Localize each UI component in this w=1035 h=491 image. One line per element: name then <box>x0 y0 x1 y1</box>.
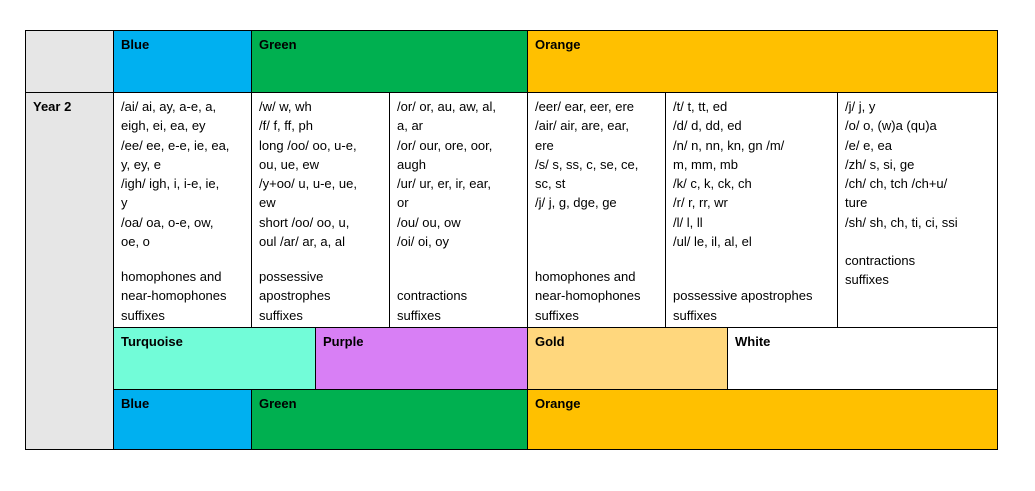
grapheme-line: /t/ t, tt, ed <box>673 99 728 114</box>
bottom-orange-label: Orange <box>535 396 581 411</box>
grapheme-line: augh <box>397 156 426 172</box>
spelling-notes <box>259 267 331 325</box>
spelling-notes <box>673 286 812 325</box>
grapheme-line: /oa/ oa, o-e, ow, <box>121 214 214 230</box>
bottom-green <box>251 389 528 450</box>
grapheme-line: oul /ar/ ar, a, al <box>259 234 345 250</box>
note-line: suffixes <box>535 307 579 323</box>
color-white <box>727 327 998 390</box>
grapheme-line: suffixes <box>845 272 889 288</box>
grapheme-line: /oi/ oi, oy <box>397 234 450 250</box>
spelling-notes <box>535 267 641 325</box>
header-blue <box>113 30 252 93</box>
grapheme-line: ou, ue, ew <box>259 156 319 172</box>
gold-label: Gold <box>535 334 565 349</box>
grapheme-line: /k/ c, k, ck, ch <box>673 176 752 192</box>
grapheme-line: y <box>121 195 128 211</box>
grapheme-line: or <box>397 195 409 211</box>
phonics-table <box>25 30 998 450</box>
purple-label: Purple <box>323 334 364 349</box>
bottom-blue-label: Blue <box>121 396 150 411</box>
white-label: White <box>735 334 771 349</box>
grapheme-list <box>673 97 830 251</box>
grapheme-list <box>121 97 244 251</box>
year-label: Year 2 <box>33 99 72 114</box>
grapheme-line: /ai/ ai, ay, a-e, a, <box>121 99 217 114</box>
grapheme-line: /f/ f, ff, ph <box>259 118 313 134</box>
note-line: homophones and <box>535 269 636 285</box>
grapheme-list <box>845 97 990 290</box>
grapheme-list <box>397 97 520 251</box>
grapheme-line: /ul/ le, il, al, el <box>673 234 752 250</box>
color-turquoise <box>113 327 316 390</box>
year-cell <box>25 92 114 450</box>
header-green <box>251 30 528 93</box>
grapheme-line: /j/ j, y <box>845 99 876 114</box>
grapheme-line: ture <box>845 195 868 211</box>
content-col-2 <box>251 92 390 328</box>
grapheme-line: ere <box>535 137 554 153</box>
grapheme-line <box>845 232 990 251</box>
note-line: near-homophones <box>121 288 227 304</box>
note-line: suffixes <box>397 307 441 323</box>
grapheme-line: /eer/ ear, eer, ere <box>535 99 635 114</box>
grapheme-line: /o/ o, (w)a (qu)a <box>845 118 937 134</box>
grapheme-line: /y+oo/ u, u-e, ue, <box>259 176 357 192</box>
header-orange-label: Orange <box>535 37 581 52</box>
note-line: contractions <box>397 288 468 304</box>
bottom-green-label: Green <box>259 396 297 411</box>
grapheme-line: long /oo/ oo, u-e, <box>259 137 357 153</box>
header-blue-label: Blue <box>121 37 150 52</box>
content-col-1 <box>113 92 252 328</box>
grapheme-line: /ch/ ch, tch /ch+u/ <box>845 176 948 192</box>
bottom-blue <box>113 389 252 450</box>
grapheme-line: /ou/ ou, ow <box>397 214 461 230</box>
grapheme-line: y, ey, e <box>121 156 161 172</box>
content-col-6 <box>837 92 998 328</box>
grapheme-line: a, ar <box>397 118 424 134</box>
note-line: near-homophones <box>535 288 641 304</box>
spelling-notes <box>397 286 467 325</box>
grapheme-line: /r/ r, rr, wr <box>673 195 728 211</box>
grapheme-line: eigh, ei, ea, ey <box>121 118 206 134</box>
turquoise-label: Turquoise <box>121 334 183 349</box>
grapheme-line: /or/ our, ore, oor, <box>397 137 493 153</box>
grapheme-line: /s/ s, ss, c, se, ce, <box>535 156 639 172</box>
note-line: suffixes <box>121 307 165 323</box>
grapheme-line: oe, o <box>121 234 150 250</box>
content-col-3 <box>389 92 528 328</box>
spelling-notes <box>121 267 227 325</box>
grapheme-line: /ur/ ur, er, ir, ear, <box>397 176 491 192</box>
grapheme-line: m, mm, mb <box>673 156 738 172</box>
note-line: apostrophes <box>259 288 331 304</box>
grapheme-line: short /oo/ oo, u, <box>259 214 350 230</box>
note-line: possessive <box>259 269 324 285</box>
grapheme-line: /d/ d, dd, ed <box>673 118 742 134</box>
grapheme-line: ew <box>259 195 276 211</box>
content-col-5 <box>665 92 838 328</box>
grapheme-line: /zh/ s, si, ge <box>845 156 915 172</box>
header-green-label: Green <box>259 37 297 52</box>
grapheme-line: /sh/ sh, ch, ti, ci, ssi <box>845 214 958 230</box>
note-line: suffixes <box>259 307 303 323</box>
grapheme-line: /air/ air, are, ear, <box>535 118 629 134</box>
content-col-4 <box>527 92 666 328</box>
grapheme-line: sc, st <box>535 176 566 192</box>
color-purple <box>315 327 528 390</box>
note-line: suffixes <box>673 307 717 323</box>
grapheme-line: /e/ e, ea <box>845 137 892 153</box>
grapheme-line: /igh/ igh, i, i-e, ie, <box>121 176 220 192</box>
grapheme-line: /j/ j, g, dge, ge <box>535 195 617 211</box>
grapheme-list <box>535 97 658 213</box>
note-line: possessive apostrophes <box>673 288 813 304</box>
grapheme-line: /or/ or, au, aw, al, <box>397 99 496 114</box>
grapheme-line: /w/ w, wh <box>259 99 312 114</box>
note-line: homophones and <box>121 269 222 285</box>
bottom-orange <box>527 389 998 450</box>
header-orange <box>527 30 998 93</box>
grapheme-line: contractions <box>845 253 916 269</box>
grapheme-line: /n/ n, nn, kn, gn /m/ <box>673 137 785 153</box>
corner-cell <box>25 30 114 93</box>
grapheme-list <box>259 97 382 251</box>
color-gold <box>527 327 728 390</box>
grapheme-line: /ee/ ee, e-e, ie, ea, <box>121 137 230 153</box>
grapheme-line: /l/ l, ll <box>673 214 703 230</box>
